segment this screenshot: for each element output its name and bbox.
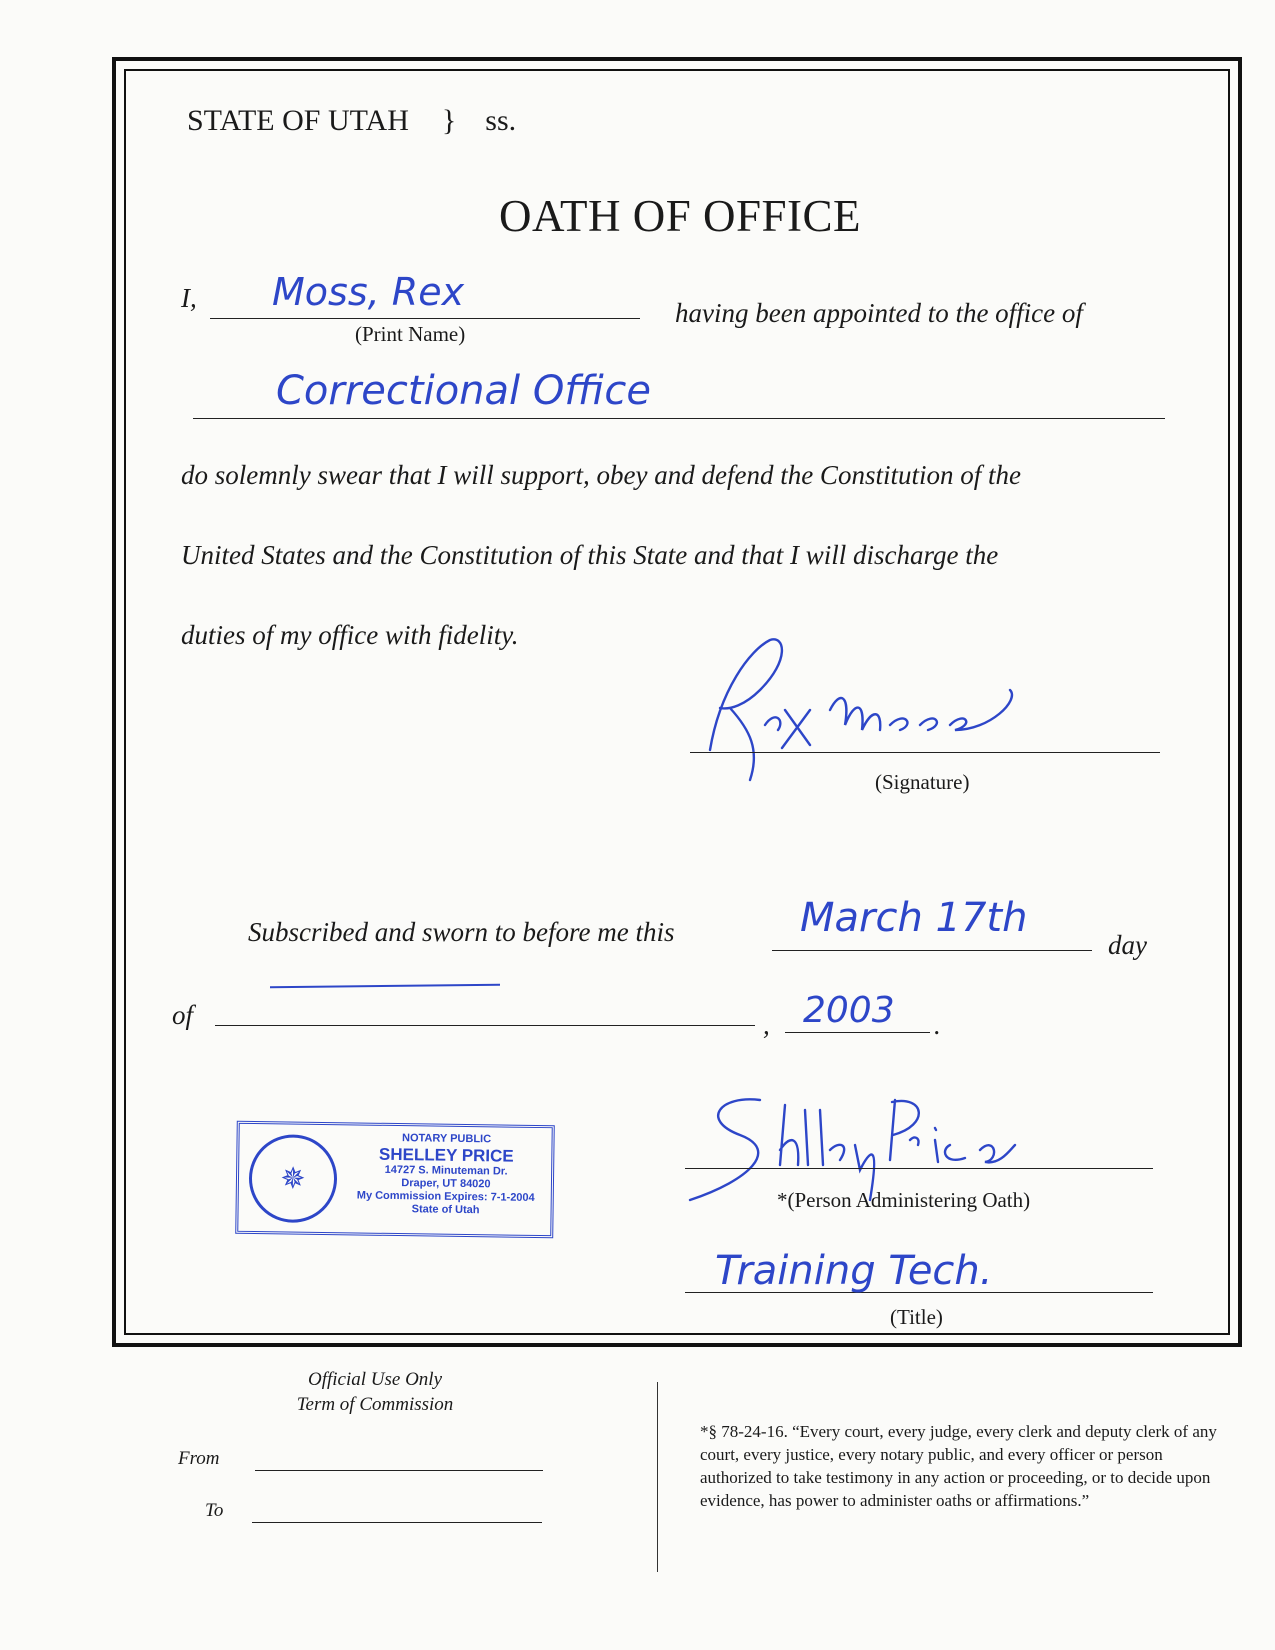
day-value: March 17th xyxy=(800,895,1028,941)
oath-prefix: I, xyxy=(181,283,197,313)
stamp-state: State of Utah xyxy=(411,1203,480,1217)
day-line xyxy=(772,950,1092,951)
to-line xyxy=(252,1522,542,1523)
oath-line-2: United States and the Constitution of this State and that I will discharge the xyxy=(181,540,999,570)
stamp-address: 14727 S. Minuteman Dr. xyxy=(384,1163,508,1178)
print-name-value: Moss, Rex xyxy=(272,270,465,314)
stamp-commission: My Commission Expires: 7-1-2004 xyxy=(356,1189,535,1204)
ss-abbrev: ss. xyxy=(485,104,517,137)
statute-footnote: *§ 78-24-16. “Every court, every judge, every clerk and deputy clerk of any court, every justice, every notary public, and every officer or person authorized to take testimony in any action or proceeding, or to decide upon evidence, has power to administer oaths or affirmations.” xyxy=(700,1422,1217,1510)
brace: } xyxy=(441,104,457,137)
administrator-label: *(Person Administering Oath) xyxy=(777,1188,1031,1212)
print-name-label: (Print Name) xyxy=(355,322,466,346)
comma: , xyxy=(763,1010,770,1040)
month-line xyxy=(215,1025,755,1026)
notary-stamp xyxy=(235,1121,555,1238)
from-line xyxy=(255,1470,543,1471)
footer-divider xyxy=(657,1382,658,1572)
page-title: OATH OF OFFICE xyxy=(498,191,862,241)
official-use-subheading: Term of Commission xyxy=(296,1394,454,1415)
year-line xyxy=(785,1032,930,1033)
office-line xyxy=(193,418,1165,419)
stamp-line-1: NOTARY PUBLIC xyxy=(401,1132,492,1146)
notary-seal-icon: ✵ xyxy=(248,1134,337,1223)
of-label: of xyxy=(172,1000,194,1030)
title-value: Training Tech. xyxy=(715,1248,993,1294)
year-value: 2003 xyxy=(803,990,895,1031)
administrator-line xyxy=(685,1168,1153,1169)
period: . xyxy=(934,1010,941,1040)
day-suffix: day xyxy=(1108,930,1147,960)
signature-line xyxy=(690,752,1160,753)
print-name-line xyxy=(210,318,640,319)
official-use-heading: Official Use Only xyxy=(307,1369,443,1390)
signature-label: (Signature) xyxy=(875,770,970,794)
office-value: Correctional Office xyxy=(276,368,651,414)
oath-line-1: do solemnly swear that I will support, obey and defend the Constitution of the xyxy=(181,460,1021,490)
sworn-text: Subscribed and sworn to before me this xyxy=(248,917,675,947)
appointed-text: having been appointed to the office of xyxy=(675,298,1083,328)
signature-rex-moss xyxy=(690,630,1060,790)
stamp-name: SHELLEY PRICE xyxy=(378,1144,514,1166)
official-use-box xyxy=(240,1367,510,1417)
state-heading xyxy=(187,104,516,138)
from-label: From xyxy=(178,1448,220,1469)
title-label: (Title) xyxy=(890,1305,943,1329)
state-name: STATE OF UTAH xyxy=(187,104,409,137)
to-label: To xyxy=(205,1500,224,1521)
oath-line-3: duties of my office with fidelity. xyxy=(181,620,519,650)
stamp-city: Draper, UT 84020 xyxy=(401,1177,491,1191)
